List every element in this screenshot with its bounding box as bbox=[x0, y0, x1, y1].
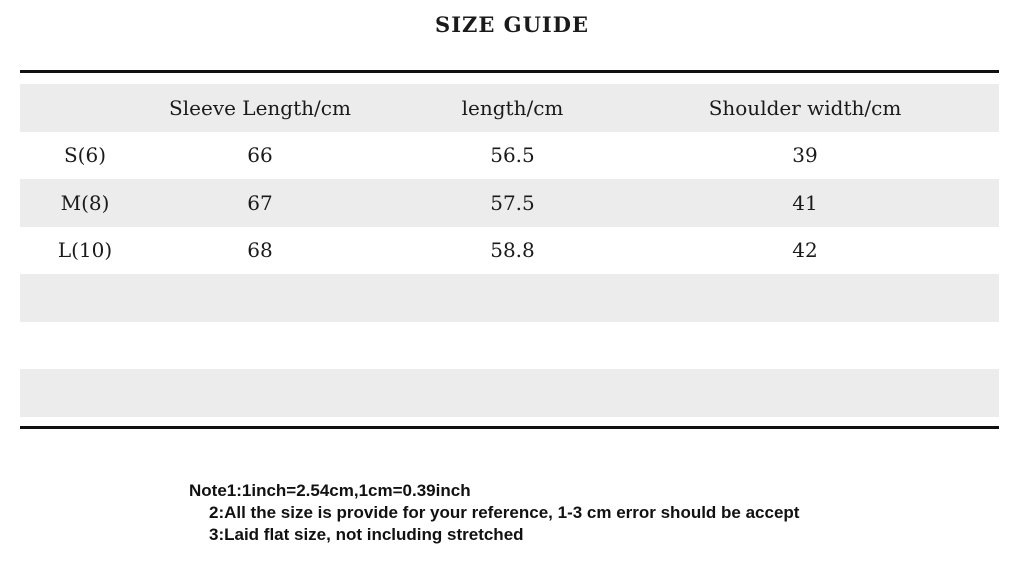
table-row-empty bbox=[20, 274, 999, 322]
header-cell-sleeve-length: Sleeve Length/cm bbox=[169, 95, 351, 120]
sleeve-length-value: 66 bbox=[247, 143, 273, 168]
table-row-empty bbox=[20, 369, 999, 417]
sleeve-length-value: 67 bbox=[247, 190, 273, 215]
shoulder-width-value: 41 bbox=[792, 190, 818, 215]
length-value: 57.5 bbox=[490, 190, 535, 215]
size-label: L(10) bbox=[57, 238, 113, 263]
size-guide-title: SIZE GUIDE bbox=[435, 12, 589, 37]
header-cell-size bbox=[20, 84, 150, 132]
note-reference: 2:All the size is provide for your reference, 1-3 cm error should be accept bbox=[209, 503, 800, 522]
shoulder-width-value bbox=[660, 274, 950, 322]
shoulder-width-value bbox=[660, 369, 950, 417]
size-table bbox=[20, 84, 999, 417]
size-label bbox=[20, 369, 150, 417]
sleeve-length-value bbox=[140, 322, 380, 370]
length-value bbox=[400, 369, 625, 417]
shoulder-width-value: 39 bbox=[792, 143, 818, 168]
table-top-rule bbox=[20, 70, 999, 73]
size-label bbox=[20, 322, 150, 370]
sleeve-length-value: 68 bbox=[247, 238, 273, 263]
length-value bbox=[400, 274, 625, 322]
length-value: 56.5 bbox=[490, 143, 535, 168]
shoulder-width-value bbox=[660, 322, 950, 370]
length-value: 58.8 bbox=[490, 238, 535, 263]
table-row-empty bbox=[20, 322, 999, 370]
size-label: S(6) bbox=[63, 143, 107, 168]
note-conversion: Note1:1inch=2.54cm,1cm=0.39inch bbox=[189, 481, 471, 500]
size-notes bbox=[189, 480, 799, 546]
size-label: M(8) bbox=[60, 190, 110, 215]
header-cell-shoulder-width: Shoulder width/cm bbox=[708, 95, 902, 120]
sleeve-length-value bbox=[140, 369, 380, 417]
length-value bbox=[400, 322, 625, 370]
header-cell-length: length/cm bbox=[461, 95, 564, 120]
table-row bbox=[20, 227, 999, 275]
size-label bbox=[20, 274, 150, 322]
table-row bbox=[20, 179, 999, 227]
note-laid-flat: 3:Laid flat size, not including stretched bbox=[209, 525, 524, 544]
table-header-row bbox=[20, 84, 999, 132]
shoulder-width-value: 42 bbox=[792, 238, 818, 263]
table-bottom-rule bbox=[20, 426, 999, 429]
sleeve-length-value bbox=[140, 274, 380, 322]
table-row bbox=[20, 132, 999, 180]
